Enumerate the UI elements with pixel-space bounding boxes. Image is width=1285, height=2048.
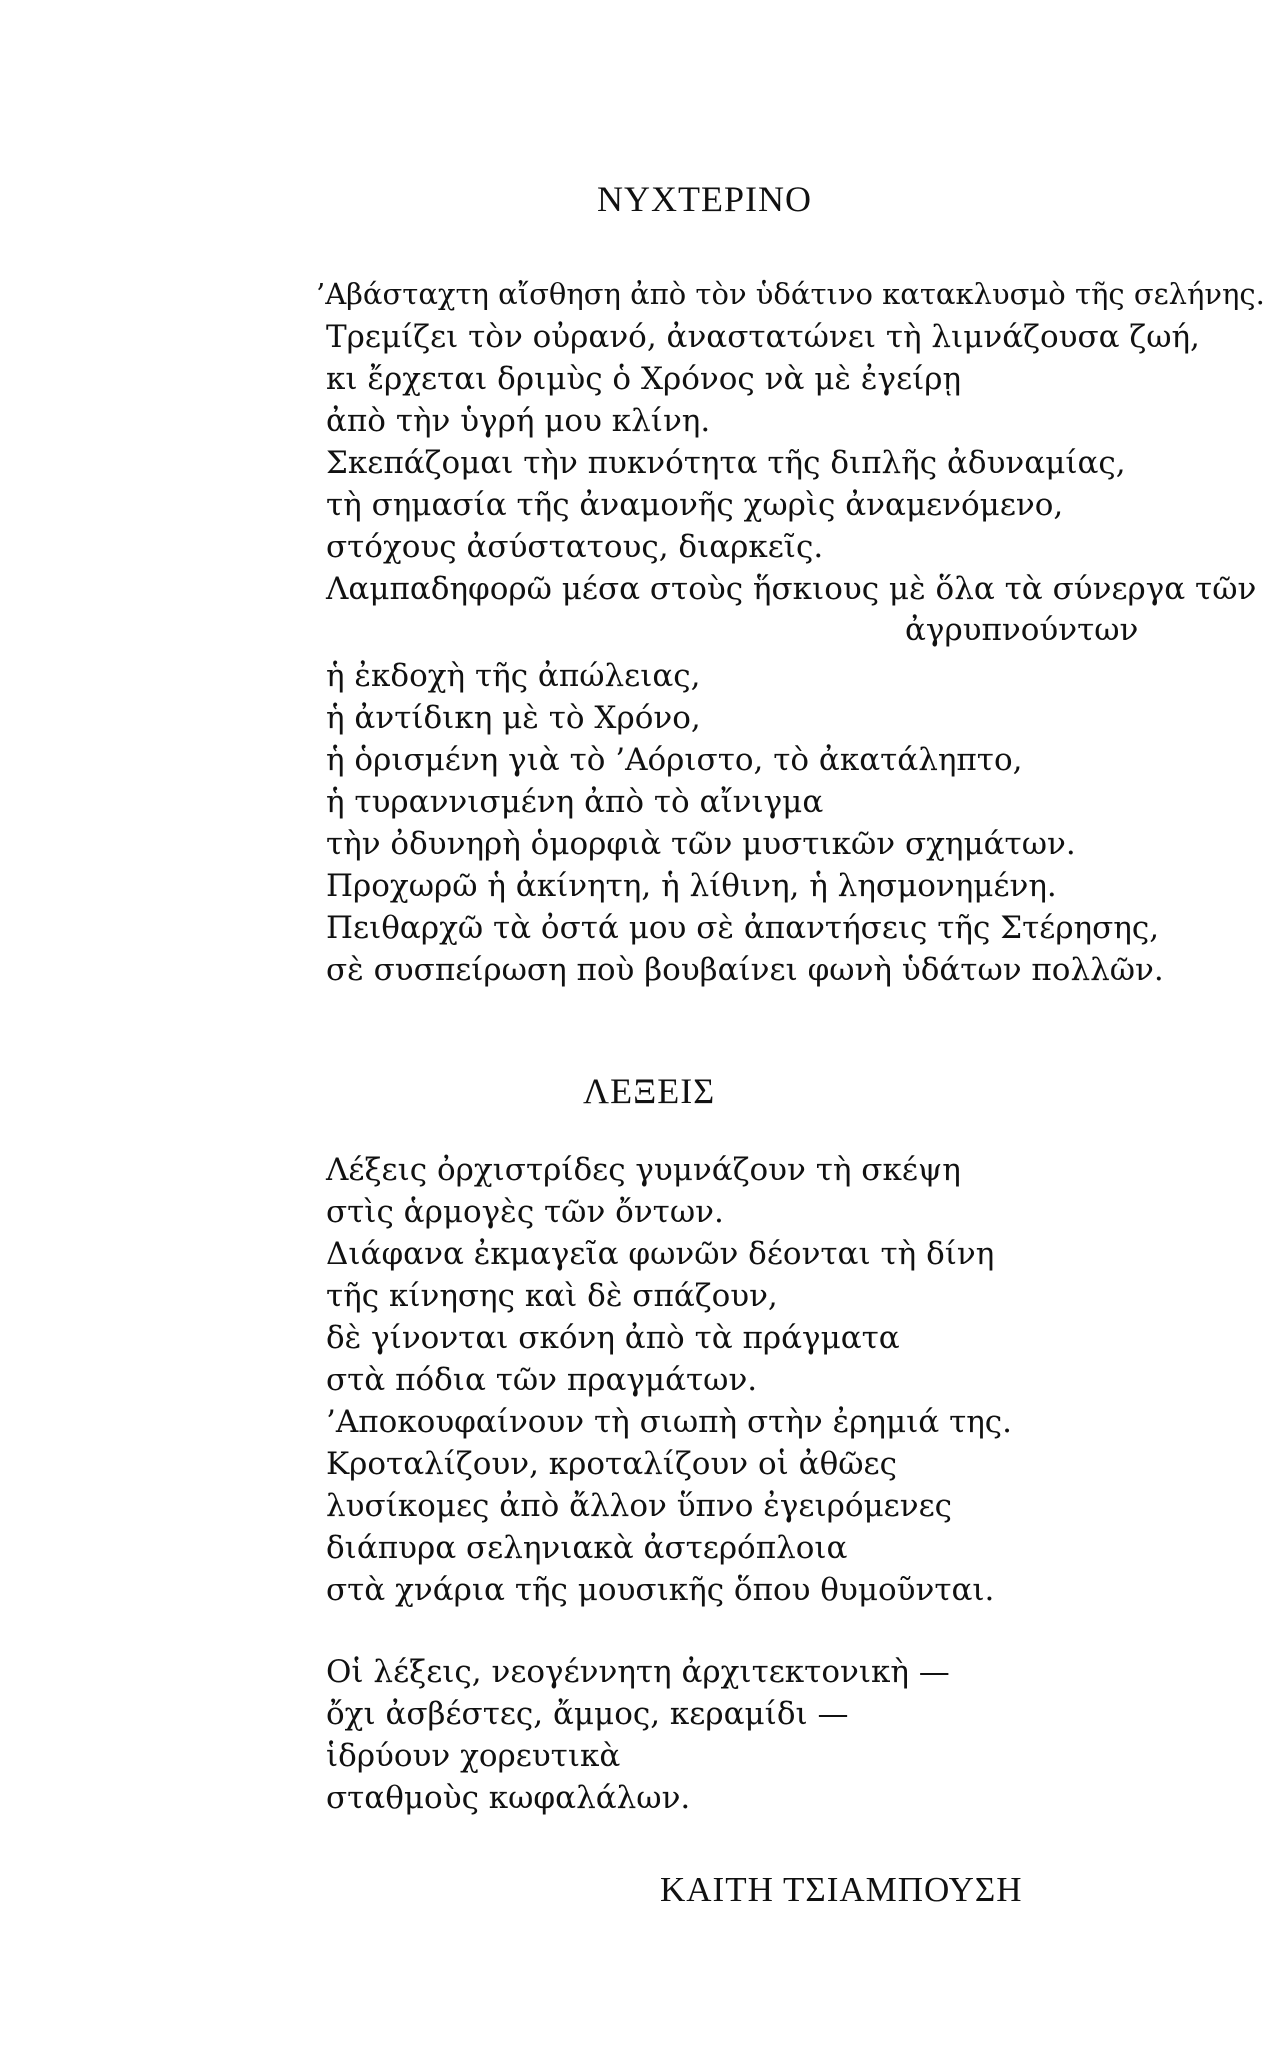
poem-line: Λαμπαδηφορῶ μέσα στοὺς ἥσκιους μὲ ὅλα τὰ σύνεργα τῶν <box>326 571 1257 607</box>
poem-line: τῆς κίνησης καὶ δὲ σπάζουν, <box>326 1278 778 1314</box>
poem-line: ’Αβάσταχτη αἴσθηση ἀπὸ τὸν ὑδάτινο κατακλυσμὸ τῆς σελήνης. <box>316 277 1265 311</box>
poem-line: ἡ ἀντίδικη μὲ τὸ Χρόνο, <box>326 700 701 736</box>
poem-line: Κροταλίζουν, κροταλίζουν οἱ ἀθῶες <box>326 1446 897 1482</box>
poem-line: ἱδρύουν χορευτικὰ <box>326 1738 621 1774</box>
author-name: ΚΑΙΤΗ ΤΣΙΑΜΠΟΥΣΗ <box>660 1870 1023 1909</box>
poem-line: κι ἔρχεται δριμὺς ὁ Χρόνος νὰ μὲ ἐγείρῃ <box>326 361 962 397</box>
poem-line: ἡ ἐκδοχὴ τῆς ἀπώλειας, <box>326 658 701 694</box>
poem-title-lexeis: ΛΕΞΕΙΣ <box>583 1071 716 1111</box>
poem-line: σὲ συσπείρωση ποὺ βουβαίνει φωνὴ ὑδάτων πολλῶν. <box>326 952 1164 988</box>
poem-line: ’Αποκουφαίνουν τὴ σιωπὴ στὴν ἐρημιά της. <box>326 1404 1013 1440</box>
poem-line: τὴν ὀδυνηρὴ ὁμορφιὰ τῶν μυστικῶν σχημάτων. <box>326 826 1076 862</box>
poem-line: στόχους ἀσύστατους, διαρκεῖς. <box>326 529 824 565</box>
poem-title-nychterino: ΝΥΧΤΕΡΙΝΟ <box>597 179 812 219</box>
poem-line: δὲ γίνονται σκόνη ἀπὸ τὰ πράγματα <box>326 1320 900 1356</box>
poem-line: διάπυρα σεληνιακὰ ἀστερόπλοια <box>326 1530 848 1566</box>
poem-line: στὶς ἁρμογὲς τῶν ὄντων. <box>326 1194 724 1230</box>
poem-line: τὴ σημασία τῆς ἀναμονῆς χωρὶς ἀναμενόμενο, <box>326 487 1064 523</box>
poem-line: Πειθαρχῶ τὰ ὀστά μου σὲ ἀπαντήσεις τῆς Στέρησης, <box>326 910 1160 946</box>
poem-line: Οἱ λέξεις, νεογέννητη ἀρχιτεκτονικὴ — <box>326 1654 950 1690</box>
poem-line: στὰ χνάρια τῆς μουσικῆς ὅπου θυμοῦνται. <box>326 1572 995 1608</box>
poem-line: ὄχι ἀσβέστες, ἄμμος, κεραμίδι — <box>326 1696 849 1732</box>
poem-line: ἀγρυπνούντων <box>905 612 1139 648</box>
poem-line: Σκεπάζομαι τὴν πυκνότητα τῆς διπλῆς ἀδυναμίας, <box>326 445 1126 481</box>
poem-line: σταθμοὺς κωφαλάλων. <box>326 1780 691 1816</box>
poem-line: ἀπὸ τὴν ὑγρή μου κλίνη. <box>326 403 711 439</box>
poem-line: ἡ τυραννισμένη ἀπὸ τὸ αἴνιγμα <box>326 784 824 820</box>
poem-line: Προχωρῶ ἡ ἀκίνητη, ἡ λίθινη, ἡ λησμονημένη. <box>326 868 1057 904</box>
poem-line: ἡ ὁρισμένη γιὰ τὸ ’Αόριστο, τὸ ἀκατάληπτο, <box>326 742 1023 778</box>
poem-line: λυσίκομες ἀπὸ ἄλλον ὕπνο ἐγειρόμενες <box>326 1488 953 1524</box>
poem-line: στὰ πόδια τῶν πραγμάτων. <box>326 1362 758 1398</box>
poem-line: Τρεμίζει τὸν οὐρανό, ἀναστατώνει τὴ λιμνάζουσα ζωή, <box>326 319 1200 355</box>
poem-line: Λέξεις ὀρχιστρίδες γυμνάζουν τὴ σκέψη <box>326 1152 961 1188</box>
poem-line: Διάφανα ἐκμαγεῖα φωνῶν δέονται τὴ δίνη <box>326 1236 995 1272</box>
